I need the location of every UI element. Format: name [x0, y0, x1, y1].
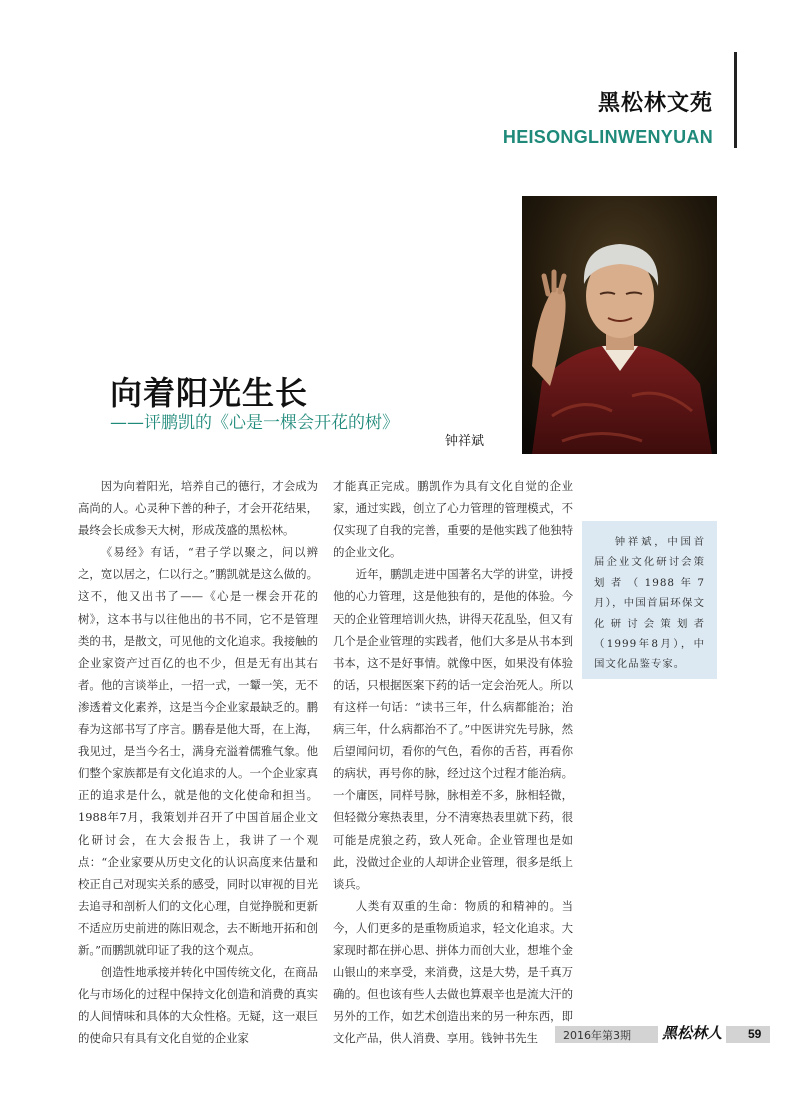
article-title: 向着阳光生长 — [110, 374, 309, 412]
author-bio-text: 钟祥斌，中国首届企业文化研讨会策划者（1988年7月），中国首届环保文化研讨会策划者（1999年8月），中国文化品鉴专家。 — [594, 536, 705, 671]
body-paragraph: 才能真正完成。鹏凯作为具有文化自觉的企业家，通过实践，创立了心力管理的管理模式，不仅实现了自我的完善，重要的是他实践了他独特的企业文化。 — [333, 479, 573, 560]
article-author: 钟祥斌 — [445, 434, 485, 449]
footer-issue: 2016年第3期 — [563, 1029, 631, 1042]
header-vertical-rule — [734, 52, 737, 148]
page-footer — [555, 1026, 775, 1043]
body-column-left — [78, 475, 318, 1049]
body-paragraph: 人类有双重的生命：物质的和精神的。当今，人们更多的是重物质追求，轻文化追求。大家现时都在拼心思、拼体力而创大业，想堆个金山银山的来享受，来消费，这是大势，是千真万确的。但也该有些人去做也算艰辛也是流大汗的另外的工作，如艺术创造出来的另一种东西，即文化产品，供人消费、享用。钱钟书先生 — [333, 898, 573, 1046]
article-subtitle: ——评鹏凯的《心是一棵会开花的树》 — [110, 413, 399, 433]
column-header — [503, 86, 713, 148]
author-portrait-photo — [522, 196, 717, 454]
body-paragraph: 《易经》有话，“君子学以聚之，问以辨之，宽以居之，仁以行之。”鹏凯就是这么做的。这不，他又出书了——《心是一棵会开花的树》，这本书与以往他出的书不同，它不是管理类的书，是散文，可见他的文化追求。我接触的企业家资产过百亿的也不少，但是无有出其右者。他的言谈举止，一招一式，一颦一笑，无不渗透着文化素养，这是当今企业家最缺乏的。鹏春为这部书写了序言。鹏春是他大哥，在上海，我见过，是当今名士，满身充溢着儒雅气象。他们整个家族都是有文化追求的人。一个企业家真正的追求是什么，就是他的文化使命和担当。1988年7月，我策划并召开了中国首届企业文化研讨会，在大会报告上，我讲了一个观点：“企业家要从历史文化的认识高度来估量和校正自己对现实关系的感受，同时以审视的目光去追寻和剖析人们的文化心理，自觉挣脱和更新不适应历史前进的陈旧观念，去不断地开拓和创新。”而鹏凯就印证了我的这个观点。 — [78, 545, 318, 957]
body-column-middle — [333, 475, 573, 1049]
magazine-logo: 黑松林人 — [658, 1022, 726, 1043]
portrait-illustration — [522, 196, 717, 454]
body-paragraph: 近年，鹏凯走进中国著名大学的讲堂，讲授他的心力管理，这是他独有的，是他的体验。今天的企业管理培训火热，讲得天花乱坠，但又有几个是企业管理的实践者，他们大多是从书本到书本，这不是好事情。就像中医，如果没有体验的话，只根据医案下药的话一定会治死人。所以有这样一句话：“读书三年，什么病都能治；治病三年，什么病都治不了。”中医讲究先号脉，然后望闻问切，看你的气色，看你的舌苔，再看你的病状，再号你的脉，经过这个过程才能治病。一个庸医，同样号脉，脉相差不多，脉相轻微，但轻微分寒热表里，分不清寒热表里就下药，很可能是虎狼之药，致人死命。企业管理也是如此，没做过企业的人却讲企业管理，很多是纸上谈兵。 — [333, 567, 573, 891]
body-paragraph: 创造性地承接并转化中国传统文化，在商品化与市场化的过程中保持文化创造和消费的真实的人间情味和具体的大众性格。无疑，这一艰巨的使命只有具有文化自觉的企业家 — [78, 965, 318, 1046]
page-number: 59 — [748, 1027, 762, 1041]
body-paragraph: 因为向着阳光，培养自己的德行，才会成为高尚的人。心灵种下善的种子，才会开花结果，最终会长成参天大树，形成茂盛的黑松林。 — [78, 479, 318, 538]
author-bio-box — [582, 521, 717, 679]
column-pinyin: HEISONGLINWENYUAN — [502, 127, 713, 147]
column-name: 黑松林文苑 — [597, 91, 713, 116]
